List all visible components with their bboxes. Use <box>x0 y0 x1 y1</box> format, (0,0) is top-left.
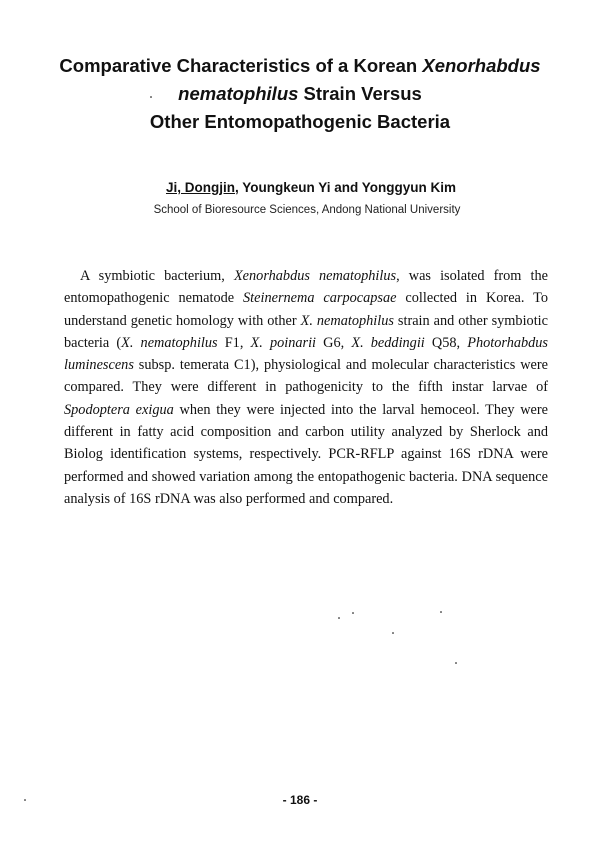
species-name: Steinernema carpocapsae <box>243 290 397 307</box>
title-genus: Xenorhabdus <box>422 55 541 76</box>
affiliation: School of Bioresource Sciences, Andong National University <box>153 204 461 216</box>
species-name: X. beddingii <box>351 334 425 351</box>
species-name: Photorhabdus luminescens <box>64 334 548 374</box>
species-name: Xenorhabdus nematophilus <box>233 268 397 284</box>
abstract-body <box>64 265 548 510</box>
scan-speck <box>455 662 457 664</box>
scan-speck <box>150 96 152 98</box>
species-name: X. nematophilus <box>300 312 394 329</box>
species-name: X. poinarii <box>250 334 317 351</box>
species-name: Spodoptera exigua <box>64 401 174 418</box>
title-text: Comparative Characteristics of a Korean <box>59 55 423 76</box>
author-list <box>0 180 600 195</box>
scan-speck <box>392 632 394 634</box>
scan-speck <box>352 612 354 614</box>
page-number: - 186 - <box>282 793 318 807</box>
title-line-1 <box>20 52 580 80</box>
species-name: X. nematophilus <box>121 334 218 351</box>
title-species: nematophilus <box>178 83 299 104</box>
scan-speck <box>338 617 340 619</box>
paper-title <box>20 52 580 136</box>
title-line-2 <box>20 80 580 108</box>
title-text: Strain Versus <box>298 83 422 104</box>
co-authors: , Youngkeun Yi and Yonggyun Kim <box>234 180 457 195</box>
presenting-author: Ji, Dongjin <box>165 180 235 195</box>
title-line-3: Other Entomopathogenic Bacteria <box>149 111 451 132</box>
scan-speck <box>440 611 442 613</box>
abstract-paragraph: A symbiotic bacterium, Xenorhabdus nematophilus, was isolated from the entomopathogenic nematode Steinernema carpocapsae collected in Korea. To understand genetic homology with other X. nematophilus strain and other symbiotic bacteria (X. nematophilus F1, X. poinarii G6, X. beddingii Q58, Photorhabdus luminescens subsp. temerata C1), physiological and molecular characteristics were compared. They were different in pathogenicity to the fifth instar larvae of Spodoptera exigua when they were injected into the larval hemoceol. They were different in fatty acid composition and carbon utility analyzed by Sherlock and Biolog identification systems, respectively. PCR-RFLP against 16S rDNA were performed and showed variation among the entopathogenic bacteria. DNA sequence analysis of 16S rDNA was also performed and compared. <box>64 268 549 507</box>
scan-speck <box>24 799 26 801</box>
